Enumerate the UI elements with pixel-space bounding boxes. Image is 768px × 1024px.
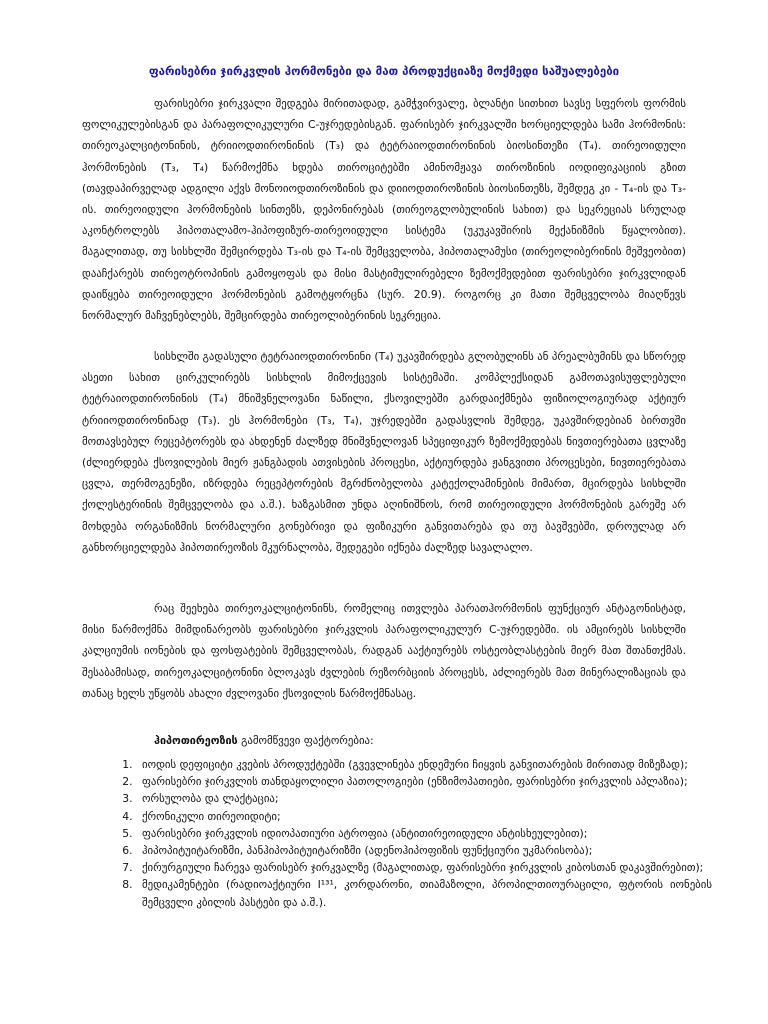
paragraph-calcitonin: რაც შეეხება თირეოკალციტონინს, რომელიც ითვლება პარათჰორმონის ფუნქციურ ანტაგონისტად, მისი წარმოქმნა მიმდინარეობს ფარისებრი ჯირკვლის პარაფოლიკულურ C-უჯრედებში. ის ამცირებს სისხლში კალციუმის იონების და ფოსფატების შემცველობას, რადგან ააქტიურებს ოსტეობლასტების მიერ მათ შთანთქმას. შესაბამისად, თირეოკალციტონინი ბლოკავს ძვლების რეზორბციის პროცესს, აძლიერებს მათ მინერალიზაციას და თანაც ხელს უწყობს ახალი ძვლოვანი ქსოვილის წარმოქმნასაც. (82, 602, 686, 700)
hypothyroid-term: ჰიპოთირეოზის (154, 734, 238, 747)
list-item: 3. ორსულობა და ლაქტაცია; (136, 790, 712, 807)
hypothyroid-factors-heading (154, 734, 374, 747)
paragraph-thyroid-structure: ფარისებრი ჯირკვალი შედგება მირითადად, გამჭვირვალე, ბლანტი სითხით სავსე სფეროს ფორმის ფოლიკულებისგან და პარაფოლიკულური C-უჯრედებისგან. ფარისებრ ჯირკვალში ხორციელდება სამი ჰორმონის: თირეოკალციტონინის, ტრიიოდთირონინის (T₃) და ტეტრაიოდთირონინის ბიოსინთეზი (T₄). თირეოიდული ჰორმონების (T₃, T₄) წარმოქმნა ხდება თიროციტებში ამინომჟავა თიროზინის იოდიფიკაციის გზით (თავდაპირველად ადგილი აქვს მონოიოდთიროზინის და დიიოდთიროზინის ბიოსინთეზს, შემდეგ კი - T₄-ის და T₃-ის. თირეოიდული ჰორმონების სინთეზს, დეპონირებას (თირეოგლობულინის სახით) და სეკრეციას სრულად აკონტროლებს ჰიპოთალამო-ჰიპოფიზურ-თირეოიდული სისტემა (უკუკავშირის მექანიზმის წყალობით). მაგალითად, თუ სისხლში შემცირდება T₃-ის და T₄-ის შემცველობა, ჰიპოთალამუსი (თირეოლიბერინის მეშვეობით) დააჩქარებს თირეოტროპინის გამოყოფას და მისი მასტიმულირებელი ზემოქმედებით ფარისებრი ჯირკვლიდან დაიწყება თირეოიდული ჰორმონების გამოტყორცნა (სურ. 20.9). როგორც კი მათი შემცველობა მიაღწევს ნორმალურ მაჩვენებლებს, შემცირდება თირეოლიბერინის სეკრეცია. (82, 97, 686, 323)
list-item: 1. იოდის დეფიციტი კვების პროდუქტებში (გვევლინება ენდემური ჩიყვის განვითარების მირითად მიზეზად); (136, 756, 712, 773)
document-title: ფარისებრი ჯირკვლის ჰორმონები და მათ პროდუქციაზე მოქმედი საშუალებები (148, 64, 620, 78)
hypothyroid-factors-list (110, 756, 712, 911)
list-item: 4. ქრონიკული თირეოიდიტი; (136, 808, 712, 825)
list-item: 2. ფარისებრი ჯირკვლის თანდაყოლილი პათოლოგიები (ენზიმოპათიები, ფარისებრი ჯირკვლის აპლაზია); (136, 773, 712, 790)
paragraph-t4-transport: სისხლში გადასული ტეტრაიოდთირონინი (T₄) უკავშირდება გლობულინს ან პრეალბუმინს და სწორედ ასეთი სახით ცირკულირებს სისხლის მიმოქცევის სისტემაში. კომპლექსიდან გამოთავისუფლებული ტეტრაიოდთირონინის (T₄) მნიშვნელოვანი ნაწილი, ქსოვილებში გარდაიქმნება ფიზიოლოგიურად აქტიურ ტრიიოდთირონინად (T₃). ეს ჰორმონები (T₃, T₄), უჯრედებში გადასვლის შემდეგ, უკავშირდებიან ბირთვში მოთავსებულ რეცეპტორებს და ახდენენ ძალზედ მნიშვნელოვან სპეციფიკურ ზემოქმედებას ნივთიერებათა ცვლაზე (ძლიერდება ქსოვილების მიერ ჟანგბადის ათვისების პროცესი, აქტიურდება ჟანგვითი პროცესები, ნივთიერებათა ცვლა, თერმოგენეზი, იზრდება რეცეპტორების მგრძნობელობა კატექოლამინების მიმართ, მცირდება სისხლში ქოლესტერინის შემცველობა და ა.შ.). ხაზგასმით უნდა აღინიშნოს, რომ თირეოიდული ჰორმონების გარეშე არ მოხდება ორგანიზმის ნორმალური გონებრივი და ფიზიკური განვითარება და თუ ბავშვებში, დროულად არ განხორციელდება ჰიპოთირეოზის მკურნალობა, შედეგები იქნება ძალზედ სავალალო. (82, 350, 686, 554)
list-item: 6. ჰიპოპიტუიტარიზმი, პანჰიპოპიტუიტარიზმი (ადენოჰიპოფიზის ფუნქციური უკმარისობა); (136, 842, 712, 859)
list-item: 5. ფარისებრი ჯირკვლის იდიოპათიური ატროფია (ანტითირეოიდული ანტისხეულებით); (136, 825, 712, 842)
list-item: 8. მედიკამენტები (რადიოაქტიური I¹³¹, კორდარონი, თიამაზოლი, პროპილთიოურაცილი, ფტორის იონების შემცველი კბილის პასტები და ა.შ.). (136, 876, 712, 910)
list-item: 7. ქირურგიული ჩარევა ფარისებრ ჯირკვალზე (მაგალითად, ფარისებრი ჯირკვლის კიბოსთან დაკავშირებით); (136, 859, 712, 876)
hypothyroid-heading-rest: გამომწვევი ფაქტორებია: (237, 734, 374, 747)
